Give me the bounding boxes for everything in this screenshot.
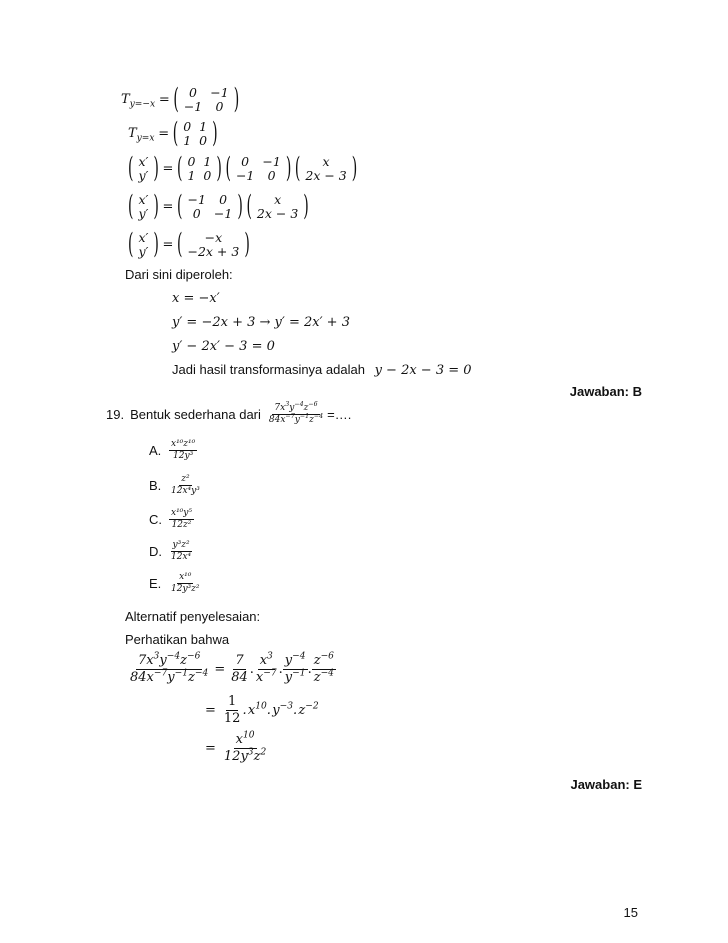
derivation-line-2: y′ = −2x + 3 → y′ = 2x′ + 3	[172, 315, 350, 330]
solution-step-2: = $\frac{1}{12}$ . $x^{10}$. $y^{-3}$. $z^{-2}$	[205, 694, 319, 726]
option-fraction: $\frac{\text{y³z²}}{\text{12x⁴}}$	[171, 540, 192, 563]
answer-19: Jawaban: E	[570, 777, 642, 792]
question-text: Bentuk sederhana dari	[130, 407, 261, 423]
equals-sign: =	[162, 161, 174, 177]
equals-sign: =	[162, 199, 174, 215]
option-b	[149, 475, 202, 497]
right-paren: )	[233, 84, 240, 116]
matrix-cell: y′	[138, 168, 149, 183]
matrix	[128, 193, 159, 221]
left-paren: (	[128, 153, 134, 185]
matrix-t-y-x-row	[128, 120, 218, 148]
question-expression: $\frac{7x^3y^{-4}z^{-6}}{84x^{-7}y^{-1}z^{-4}}$	[268, 401, 324, 426]
matrix-label: $T_{y=-x}$	[121, 92, 156, 111]
matrix-cell: 0	[187, 154, 196, 169]
matrix-cell: −1	[213, 206, 233, 221]
option-d	[149, 541, 193, 563]
matrix-cell: 0	[241, 154, 250, 169]
matrix-cell: x′	[138, 192, 149, 207]
matrix-cell: x	[274, 192, 282, 207]
option-letter: C.	[149, 512, 162, 528]
matrix-cell: 2x − 3	[256, 206, 299, 221]
option-fraction: $\frac{\text{x¹⁰y⁵}}{\text{12z²}}$	[171, 508, 192, 531]
matrix-cell: x′	[138, 154, 149, 169]
right-paren: )	[244, 229, 250, 261]
matrix	[295, 155, 357, 183]
matrix-cell: 1	[203, 154, 212, 169]
matrix-cell: 0	[219, 192, 228, 207]
derivation-line-1: x = −x′	[172, 291, 220, 306]
conclusion-equation: y − 2x − 3 = 0	[374, 363, 472, 378]
matrix-cell: y′	[138, 206, 149, 221]
question-suffix: =….	[327, 407, 352, 423]
matrix	[173, 120, 218, 148]
matrix-cell: 2x − 3	[305, 168, 347, 183]
derivation-intro: Dari sini diperoleh:	[125, 267, 233, 282]
question-number: 19.	[106, 407, 125, 423]
matrix-cell: 0	[203, 168, 212, 183]
option-e	[149, 573, 202, 595]
fraction: $\frac{y^{-4}}{y^{-1}}$	[284, 651, 306, 685]
left-paren: (	[177, 229, 183, 261]
option-letter: A.	[149, 443, 162, 459]
option-c	[149, 509, 194, 531]
right-paren: )	[216, 153, 222, 185]
right-paren: )	[351, 153, 358, 185]
right-paren: )	[285, 153, 292, 185]
matrix-cell: 1	[183, 133, 192, 148]
option-fraction: $\frac{\text{x¹⁰}}{\text{12y³z²}}$	[171, 572, 200, 595]
left-paren: (	[225, 153, 231, 185]
derivation-line-3: y′ − 2x′ − 3 = 0	[172, 339, 275, 354]
equals-sign: =	[162, 237, 174, 253]
transform-step-row	[128, 193, 309, 221]
page-number: 15	[623, 905, 638, 920]
matrix-cell: 0	[183, 119, 192, 134]
answer-18: Jawaban: B	[569, 384, 642, 399]
matrix-cell: 0	[267, 168, 276, 183]
matrix-cell: y′	[138, 244, 149, 259]
matrix-cell: −2x + 3	[187, 244, 240, 259]
right-paren: )	[153, 191, 159, 223]
right-paren: )	[153, 153, 159, 185]
derivation-conclusion	[172, 363, 472, 377]
matrix-cell: 0	[189, 85, 197, 100]
solution-step-1: $\frac{7x^3y^{-4}z^{-6}}{84x^{-7}y^{-1}z^{-4}}$ = $\frac{7}{84}$ . $\frac{x^3}{x^{-7}}$ . $\frac{y^{-4}}{y^{-1}}$ . $\frac{z^{-6}}{z^{-4}}$	[130, 651, 334, 685]
fraction: $\frac{7x^3y^{-4}z^{-6}}{84x^{-7}y^{-1}z^{-4}}$	[130, 651, 209, 685]
fraction: $\frac{x^{10}}{12y^3z^2}$	[223, 730, 267, 764]
matrix	[128, 231, 159, 259]
matrix-cell: x′	[138, 230, 149, 245]
option-letter: D.	[149, 544, 162, 560]
matrix-cell: −1	[183, 99, 203, 114]
fraction: $\frac{z^{-6}}{z^{-4}}$	[313, 651, 334, 685]
option-letter: B.	[149, 478, 162, 494]
option-letter: E.	[149, 576, 162, 592]
matrix	[225, 155, 291, 183]
left-paren: (	[128, 229, 134, 261]
matrix-cell: x	[322, 154, 330, 169]
matrix-label: $T_{y=x}$	[128, 126, 155, 145]
transform-result-row	[128, 231, 250, 259]
matrix-cell: −x	[204, 230, 223, 245]
solution-heading: Alternatif penyelesaian:	[125, 609, 261, 624]
left-paren: (	[294, 153, 301, 185]
fraction: $\frac{x^3}{x^{-7}}$	[255, 651, 277, 685]
left-paren: (	[173, 84, 179, 116]
right-paren: )	[237, 191, 243, 223]
matrix	[246, 193, 308, 221]
matrix-t-y-neg-x-row	[121, 86, 239, 114]
transform-product-row	[128, 155, 357, 183]
matrix-cell: −1	[187, 192, 206, 207]
matrix-cell: 1	[187, 168, 196, 183]
solution-step-3: = $\frac{x^{10}}{12y^3z^2}$	[205, 730, 267, 764]
fraction: $\frac{1}{12}$	[223, 694, 241, 726]
matrix	[177, 193, 243, 221]
equals-sign: =	[158, 126, 170, 142]
matrix	[177, 155, 222, 183]
left-paren: (	[128, 191, 134, 223]
left-paren: (	[177, 191, 183, 223]
left-paren: (	[172, 118, 179, 150]
solution-note: Perhatikan bahwa	[125, 632, 230, 647]
matrix-cell: −1	[262, 154, 281, 169]
option-a	[149, 440, 197, 462]
matrix-cell: −1	[235, 168, 255, 183]
left-paren: (	[246, 191, 252, 223]
fraction: $\frac{7}{84}$	[231, 653, 248, 685]
right-paren: )	[303, 191, 309, 223]
matrix-cell: 0	[199, 133, 208, 148]
right-paren: )	[212, 118, 218, 150]
matrix-cell: 0	[215, 99, 224, 114]
conclusion-text: Jadi hasil transformasinya adalah	[172, 362, 365, 377]
matrix-cell: 0	[192, 206, 201, 221]
matrix	[173, 86, 239, 114]
matrix-cell: −1	[210, 85, 229, 100]
matrix-cell: 1	[199, 119, 208, 134]
matrix	[177, 231, 250, 259]
question-19	[106, 401, 352, 426]
equals-sign: =	[158, 92, 170, 108]
left-paren: (	[177, 153, 183, 185]
option-fraction: $\frac{\text{z²}}{\text{12x⁴y³}}$	[171, 474, 200, 497]
right-paren: )	[153, 229, 159, 261]
option-fraction: $\frac{\text{x¹⁰z¹⁰}}{\text{12y³}}$	[171, 439, 196, 462]
matrix	[128, 155, 159, 183]
